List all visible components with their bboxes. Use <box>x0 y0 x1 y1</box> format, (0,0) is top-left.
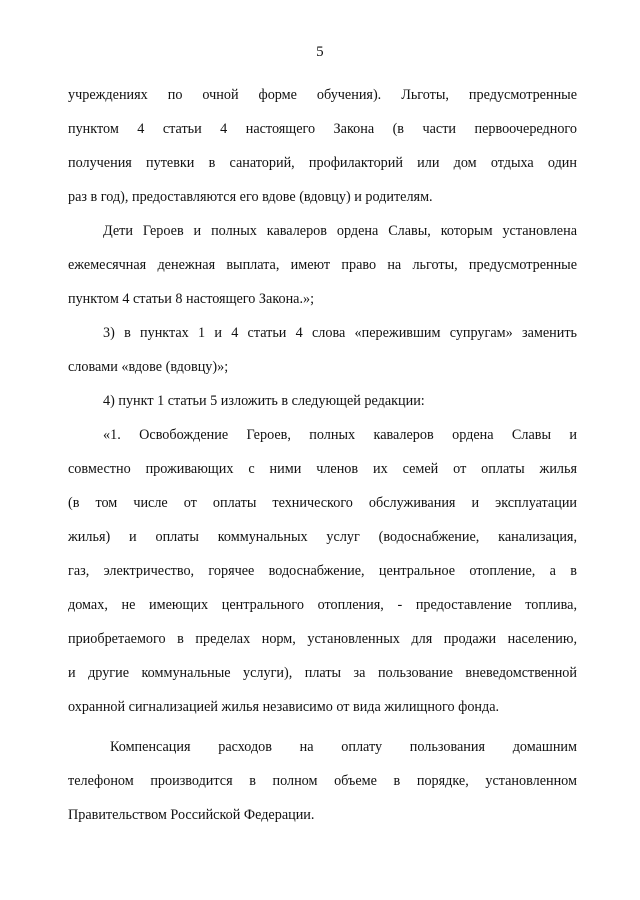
text-line: Компенсация расходов на оплату пользования домашним <box>110 739 577 755</box>
text-line: Правительством Российской Федерации. <box>68 807 315 823</box>
text-line: «1. Освобождение Героев, полных кавалеров ордена Славы и <box>103 427 577 443</box>
text-line: пунктом 4 статьи 8 настоящего Закона.»; <box>68 291 315 307</box>
text-line: словами «вдове (вдовцу)»; <box>68 359 229 375</box>
text-line: и другие коммунальные услуги), платы за пользование вневедомственной <box>68 665 577 681</box>
text-line: приобретаемого в пределах норм, установленных для продажи населению, <box>68 631 577 647</box>
text-line: Дети Героев и полных кавалеров ордена Славы, которым установлена <box>103 223 577 239</box>
page-number: 5 <box>316 44 324 60</box>
text-line: раз в год), предоставляются его вдове (вдовцу) и родителям. <box>68 189 433 205</box>
text-line: домах, не имеющих центрального отопления, - предоставление топлива, <box>68 597 577 613</box>
text-line: 3) в пунктах 1 и 4 статьи 4 слова «пережившим супругам» заменить <box>103 325 577 341</box>
text-line: пунктом 4 статьи 4 настоящего Закона (в части первоочередного <box>68 121 577 137</box>
text-line: ежемесячная денежная выплата, имеют право на льготы, предусмотренные <box>68 257 577 273</box>
text-line: получения путевки в санаторий, профилакторий или дом отдыха один <box>68 155 577 171</box>
text-line: (в том числе от оплаты технического обслуживания и эксплуатации <box>68 495 577 511</box>
text-line: охранной сигнализацией жилья независимо от вида жилищного фонда. <box>68 699 500 715</box>
text-line: учреждениях по очной форме обучения). Льготы, предусмотренные <box>68 87 577 103</box>
text-line: 4) пункт 1 статьи 5 изложить в следующей редакции: <box>103 393 425 409</box>
text-line: телефоном производится в полном объеме в порядке, установленном <box>68 773 577 789</box>
text-line: совместно проживающих с ними членов их семей от оплаты жилья <box>68 461 577 477</box>
text-line: газ, электричество, горячее водоснабжение, центральное отопление, а в <box>68 563 577 579</box>
text-line: жилья) и оплаты коммунальных услуг (водоснабжение, канализация, <box>68 529 577 545</box>
